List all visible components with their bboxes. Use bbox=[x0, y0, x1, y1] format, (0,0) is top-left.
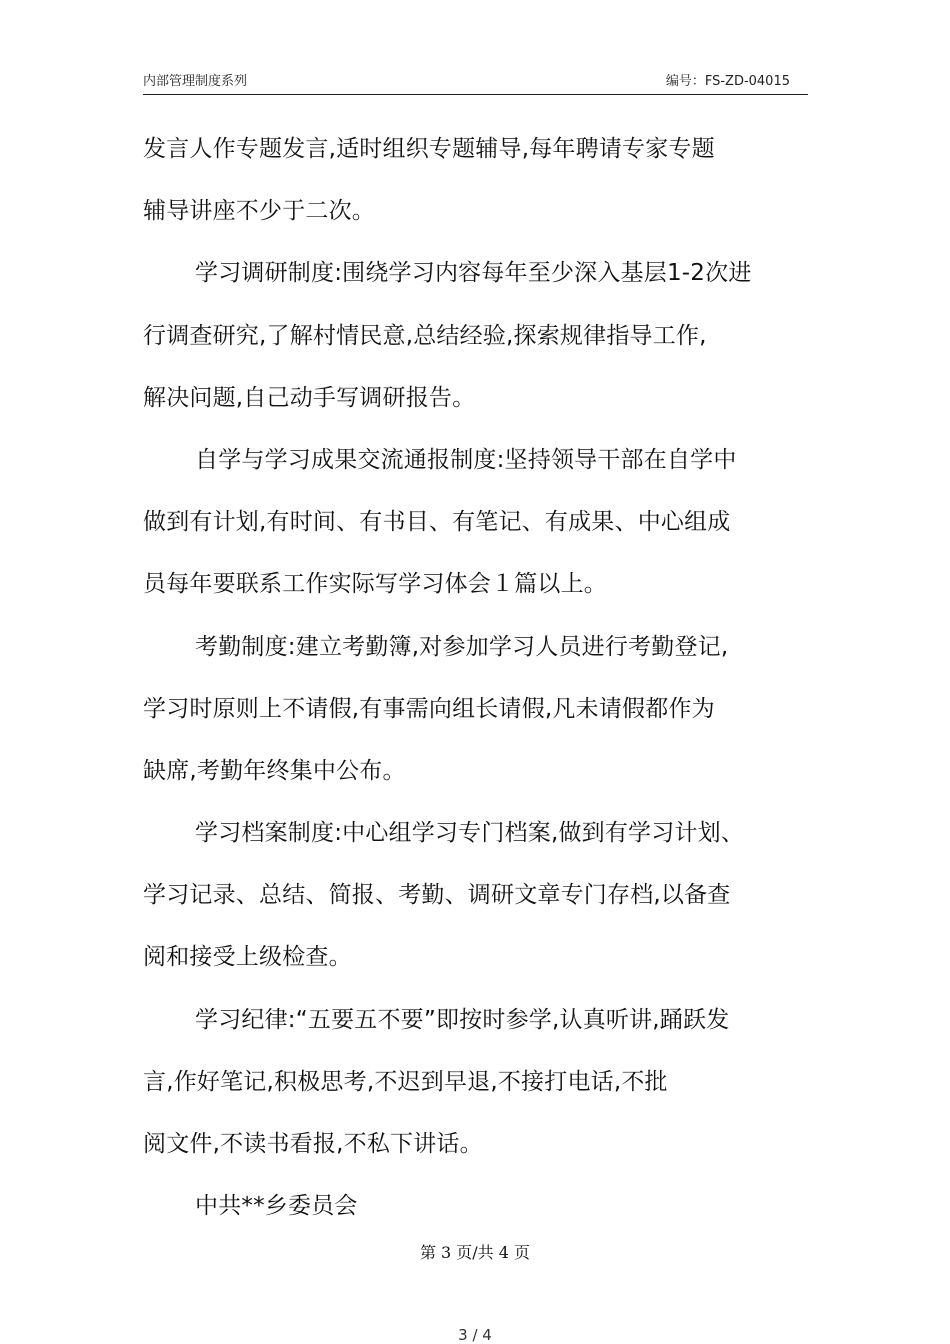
page-header bbox=[143, 68, 808, 95]
text-line: 言,作好笔记,积极思考,不迟到早退,不接打电话,不批 bbox=[143, 1068, 668, 1095]
text-line: 学习档案制度:中心组学习专门档案,做到有学习计划、 bbox=[195, 820, 745, 847]
text-line: 阅和接受上级检查。 bbox=[143, 944, 352, 971]
text-line: 做到有计划,有时间、有书目、有笔记、有成果、中心组成 bbox=[143, 509, 731, 536]
viewer-page-indicator: 3 / 4 bbox=[458, 1326, 492, 1344]
text-line: 中共**乡委员会 bbox=[195, 1193, 358, 1220]
text-line: 阅文件,不读书看报,不私下讲话。 bbox=[143, 1131, 483, 1157]
text-line: 考勤制度:建立考勤簿,对参加学习人员进行考勤登记, bbox=[195, 633, 729, 660]
text-line: 发言人作专题发言,适时组织专题辅导,每年聘请专家专题 bbox=[143, 136, 715, 162]
page-footer: 第 3 页/共 4 页 bbox=[419, 1243, 531, 1262]
text-line: 辅导讲座不少于二次。 bbox=[143, 198, 375, 225]
text-line: 学习时原则上不请假,有事需向组长请假,凡未请假都作为 bbox=[143, 695, 715, 722]
text-line: 解决问题,自己动手写调研报告。 bbox=[143, 384, 476, 411]
text-line: 缺席,考勤年终集中公布。 bbox=[143, 757, 406, 784]
text-line: 自学与学习成果交流通报制度:坚持领导干部在自学中 bbox=[195, 446, 737, 473]
document-body bbox=[143, 118, 813, 1237]
text-line: 员每年要联系工作实际写学习体会１篇以上。 bbox=[143, 571, 607, 598]
text-line: 行调查研究,了解村情民意,总结经验,探索规律指导工作, bbox=[143, 322, 707, 349]
header-document-number: 编号：FS-ZD-04015 bbox=[665, 74, 790, 89]
text-line: 学习调研制度:围绕学习内容每年至少深入基层1-2次进 bbox=[195, 260, 752, 287]
header-series-title: 内部管理制度系列 bbox=[143, 74, 248, 89]
text-line: 学习纪律:“五要五不要”即按时参学,认真听讲,踊跃发 bbox=[195, 1006, 730, 1033]
text-line: 学习记录、总结、简报、考勤、调研文章专门存档,以备查 bbox=[143, 882, 731, 909]
